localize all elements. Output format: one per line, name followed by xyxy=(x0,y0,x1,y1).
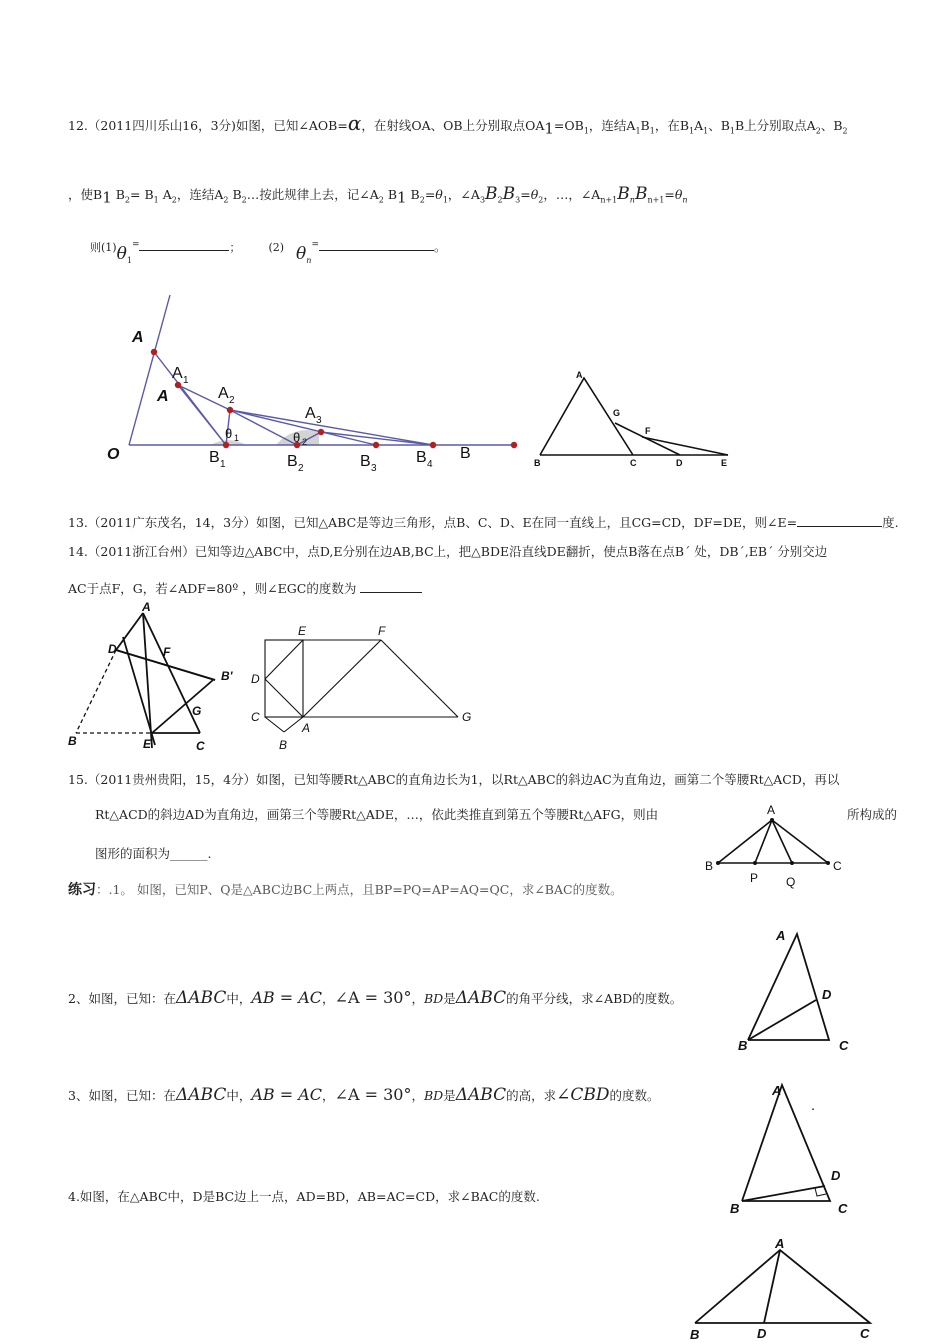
practice2-label-D: D xyxy=(822,987,832,1002)
svg-text:1: 1 xyxy=(183,375,189,386)
practice4-label-B: B xyxy=(690,1327,700,1342)
fig15-label-E: E xyxy=(298,624,307,638)
q15-line3: 图形的面积为______. xyxy=(95,846,212,861)
fig12-theta1: θ xyxy=(225,426,233,441)
fig12-label-A1: A xyxy=(172,365,183,382)
fig12-label-B4: B xyxy=(416,449,427,466)
practice2-diagram xyxy=(730,920,860,1060)
fig14-label-Bprime: B' xyxy=(221,669,233,683)
fig12-theta2: θ xyxy=(293,430,301,445)
fig14-label-F: F xyxy=(163,645,171,659)
practice1-label-A: A xyxy=(767,803,776,817)
fig15-label-F: F xyxy=(378,624,386,638)
q12-line2: ，使$B_1$ $B_2= B_1$ $A_2$，连结$A_2$ $B_2\dots$按此规律上去，记$\angle A_2$ $B_1$ $B_2=\theta_1$，$\angle A_3B_2B_3=\theta_2$，…，$\angle A_{n+1}B_nB_{n+1}=\theta_n$ xyxy=(68,184,688,207)
svg-text:1: 1 xyxy=(220,459,226,470)
practice4-label-A: A xyxy=(775,1236,785,1251)
practice2-label-B: B xyxy=(738,1038,748,1053)
fig15-label-A: A xyxy=(302,721,311,735)
fig14-label-E: E xyxy=(143,737,152,751)
svg-text:1: 1 xyxy=(234,433,240,443)
svg-text:3: 3 xyxy=(316,415,322,426)
practice1-text: 练习：.1。 如图，已知P、Q是△ABC边BC上两点，且BP=PQ=AP=AQ=QC，求∠BAC的度数。 xyxy=(68,882,623,898)
fig14-diagram xyxy=(60,600,240,760)
fig12-diagram xyxy=(0,0,950,520)
q12-line1: 12.（2011四川乐山16，3分)如图，已知∠AOB=α，在射线OA、OB上分别取点$OA_1=OB_1$，连结$A_1B_1$，在$B_1A_1$、$B_1B$上分别取点$A_2$、$B_2$ xyxy=(68,111,848,138)
fig15-label-D: D xyxy=(251,672,260,686)
fig14-label-A: A xyxy=(142,600,151,614)
q12-ask: 则$(1)\theta_1^=$ ； (2) $\theta_n^=$ 。 xyxy=(90,239,447,265)
fig12-label-A-top: A xyxy=(132,329,144,346)
fig12-label-O: O xyxy=(107,446,120,463)
practice3-text: 3、如图，已知：在ΔABC中，AB = AC，∠A = 30°，BD是ΔABC的高，求∠CBD的度数。 xyxy=(68,1085,660,1105)
fig12-label-A-mid: A xyxy=(157,388,169,405)
fig12-label-B2: B xyxy=(287,453,298,470)
fig13-label-C: C xyxy=(630,458,637,468)
q14-answer-blank[interactable] xyxy=(360,592,422,593)
practice2-label-C: C xyxy=(839,1038,849,1053)
fig14-label-B: B xyxy=(68,734,77,748)
practice3-dot: . xyxy=(812,1102,815,1113)
fig12-label-B1: B xyxy=(209,449,220,466)
svg-text:4: 4 xyxy=(427,459,433,470)
q14-line1: 14.（2011浙江台州）已知等边△ABC中，点D,E分别在边AB,BC上，把△BDE沿直线DE翻折，使点B落在点B´ 处，DB´,EB´ 分别交边 xyxy=(68,544,828,559)
svg-text:2: 2 xyxy=(298,463,304,474)
fig12-label-A3: A xyxy=(305,405,316,422)
practice1-label-C: C xyxy=(833,859,842,873)
practice4-label-D: D xyxy=(757,1326,767,1341)
fig12-label-B3: B xyxy=(360,453,371,470)
fig13-label-A: A xyxy=(576,370,583,380)
practice4-label-C: C xyxy=(860,1326,870,1341)
fig15-diagram xyxy=(240,615,480,755)
practice3-label-C: C xyxy=(838,1201,848,1216)
fig14-label-C: C xyxy=(196,739,205,753)
practice3-diagram xyxy=(720,1075,860,1220)
practice1-label-B: B xyxy=(705,859,714,873)
q13-answer-blank[interactable] xyxy=(797,526,882,527)
svg-text:3: 3 xyxy=(371,463,377,474)
q14-line2: AC于点F，G，若∠ADF=80º ，则∠EGC的度数为 xyxy=(68,581,422,596)
fig15-label-B: B xyxy=(279,738,288,752)
practice1-diagram xyxy=(700,800,850,895)
fig15-label-C: C xyxy=(251,710,260,724)
q15-line2: Rt△ACD的斜边AD为直角边，画第三个等腰Rt△ADE，…，依此类推直到第五个等腰Rt△AFG，则由 xyxy=(95,807,659,822)
practice3-label-B: B xyxy=(730,1201,740,1216)
fig15-label-G: G xyxy=(462,710,472,724)
fig13-label-B: B xyxy=(534,458,541,468)
fig12-label-B: B xyxy=(460,445,471,462)
fig13-label-D: D xyxy=(676,458,683,468)
fig13-label-G: G xyxy=(613,408,621,418)
practice4-text: 4.如图，在△ABC中，D是BC边上一点，AD=BD，AB=AC=CD，求∠BAC的度数. xyxy=(68,1189,540,1204)
fig14-label-D: D xyxy=(108,642,117,656)
svg-text:2: 2 xyxy=(229,395,235,406)
practice2-text: 2、如图，已知：在ΔABC中，AB = AC，∠A = 30°，BD是ΔABC的角平分线，求∠ABD的度数。 xyxy=(68,988,683,1008)
practice2-label-A: A xyxy=(776,928,786,943)
practice1-label-P: P xyxy=(750,871,759,885)
fig13-label-F: F xyxy=(645,426,651,436)
q15-line1: 15.（2011贵州贵阳，15，4分）如图，已知等腰Rt△ABC的直角边长为1，以Rt△ABC的斜边AC为直角边，画第二个等腰Rt△ACD，再以 xyxy=(68,772,840,787)
fig14-label-G: G xyxy=(192,704,202,718)
q15-line2b: 所构成的 xyxy=(847,807,898,822)
practice3-label-D: D xyxy=(831,1168,841,1183)
fig13-label-E: E xyxy=(721,458,728,468)
fig12-label-A2: A xyxy=(218,385,229,402)
svg-text:2: 2 xyxy=(302,437,308,447)
practice4-diagram xyxy=(680,1235,885,1344)
fig13-diagram xyxy=(530,365,740,475)
practice1-label-Q: Q xyxy=(786,875,796,889)
q13-text: 13.（2011广东茂名，14，3分）如图，已知△ABC是等边三角形，点B、C、D、E在同一直线上，且CG=CD，DF=DE，则∠E= 度. xyxy=(68,515,899,530)
practice3-label-A: A xyxy=(772,1083,782,1098)
